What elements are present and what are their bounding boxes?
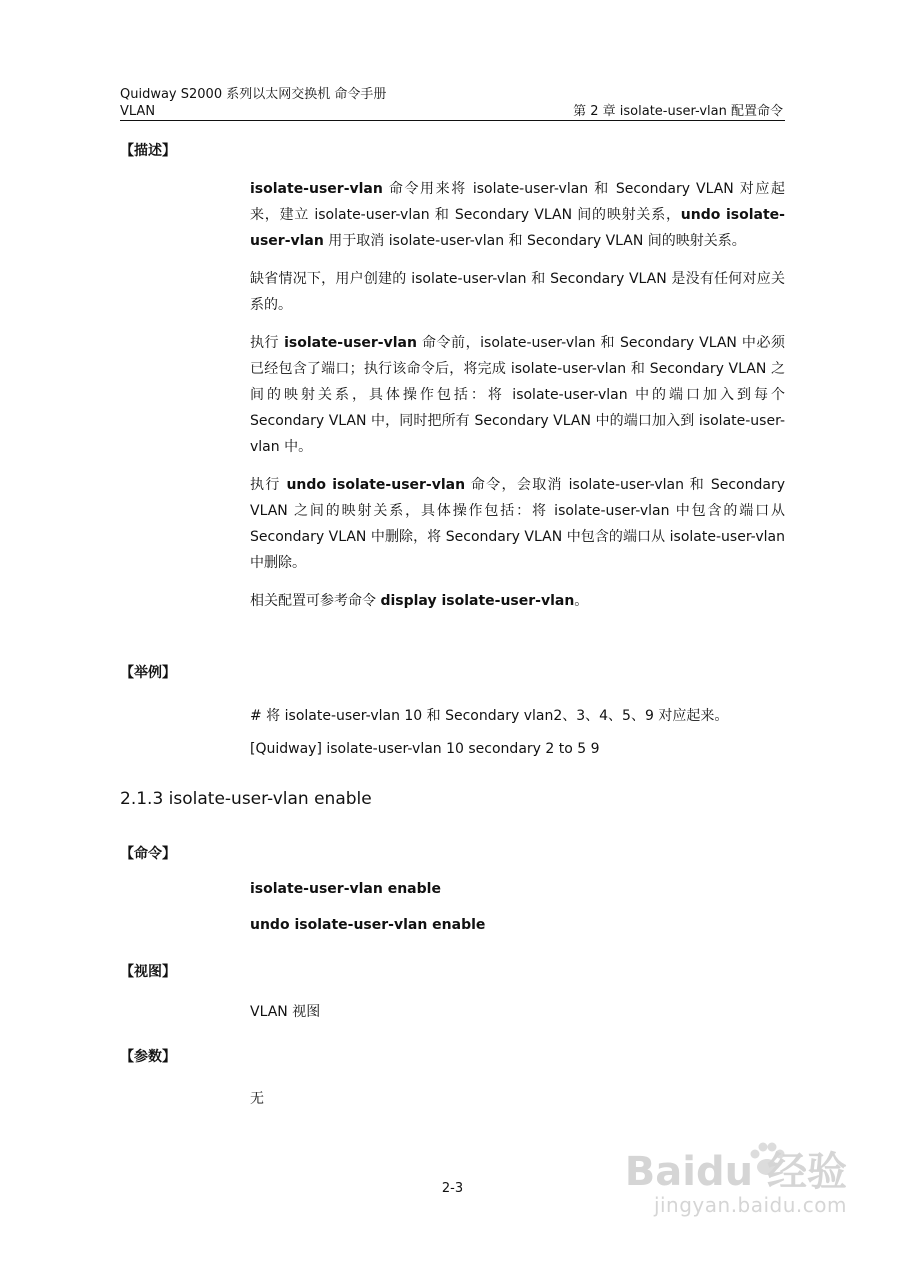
description-paragraph-3: 执行 isolate-user-vlan 命令前，isolate-user-vlan 和 Secondary VLAN 中必须已经包含了端口；执行该命令后，将完成 isolate-user-vlan 和 Secondary VLAN 之间的映射关系，具体操作包括：将 isolate-user-vlan 中的端口加入到每个 Secondary VLAN 中，同时把所有 Secondary VLAN 中的端口加入到 isolate-user-vlan 中。 — [250, 335, 785, 455]
section-label-params: 【参数】 — [120, 1049, 176, 1065]
command-line-1: isolate-user-vlan enable — [250, 881, 441, 897]
section-label-example: 【举例】 — [120, 665, 176, 681]
view-text: VLAN 视图 — [250, 1004, 321, 1020]
header-section: VLAN — [120, 104, 156, 119]
section-label-description: 【描述】 — [120, 143, 176, 159]
description-paragraph-1: isolate-user-vlan 命令用来将 isolate-user-vlan 和 Secondary VLAN 对应起来，建立 isolate-user-vlan 和 Secondary VLAN 间的映射关系，undo isolate-user-vlan 用于取消 isolate-user-vlan 和 Secondary VLAN 间的映射关系。 — [250, 181, 785, 249]
cmd-keyword: isolate-user-vlan — [284, 335, 417, 351]
cmd-keyword: isolate-user-vlan — [250, 181, 383, 197]
watermark-logo: Baidu 经验 — [624, 1149, 847, 1195]
params-text: 无 — [250, 1091, 264, 1107]
watermark-url: jingyan.baidu.com — [653, 1193, 847, 1217]
description-body — [250, 176, 785, 614]
command-line-2: undo isolate-user-vlan enable — [250, 917, 486, 933]
section-label-command: 【命令】 — [120, 846, 176, 862]
cmd-keyword: undo isolate-user-vlan — [286, 477, 466, 493]
header-title: Quidway S2000 系列以太网交换机 命令手册 — [120, 87, 387, 102]
header-chapter: 第 2 章 isolate-user-vlan 配置命令 — [573, 104, 783, 119]
section-label-view: 【视图】 — [120, 964, 176, 980]
page-number: 2-3 — [441, 1181, 464, 1196]
description-paragraph-2: 缺省情况下，用户创建的 isolate-user-vlan 和 Secondary VLAN 是没有任何对应关系的。 — [250, 271, 785, 313]
subsection-title: 2.1.3 isolate-user-vlan enable — [120, 789, 372, 809]
watermark — [625, 1150, 847, 1216]
header-rule — [120, 120, 785, 121]
description-paragraph-4: 执行 undo isolate-user-vlan 命令，会取消 isolate-user-vlan 和 Secondary VLAN 之间的映射关系，具体操作包括：将 isolate-user-vlan 中包含的端口从 Secondary VLAN 中删除，将 Secondary VLAN 中包含的端口从 isolate-user-vlan 中删除。 — [250, 477, 785, 571]
description-paragraph-5: 相关配置可参考命令 display isolate-user-vlan。 — [250, 593, 589, 609]
cmd-keyword: undo isolate-user-vlan — [250, 207, 785, 249]
example-command: [Quidway] isolate-user-vlan 10 secondary 2 to 5 9 — [250, 741, 600, 757]
example-comment: # 将 isolate-user-vlan 10 和 Secondary vlan2、3、4、5、9 对应起来。 — [250, 708, 729, 724]
cmd-keyword: display isolate-user-vlan — [380, 593, 575, 609]
